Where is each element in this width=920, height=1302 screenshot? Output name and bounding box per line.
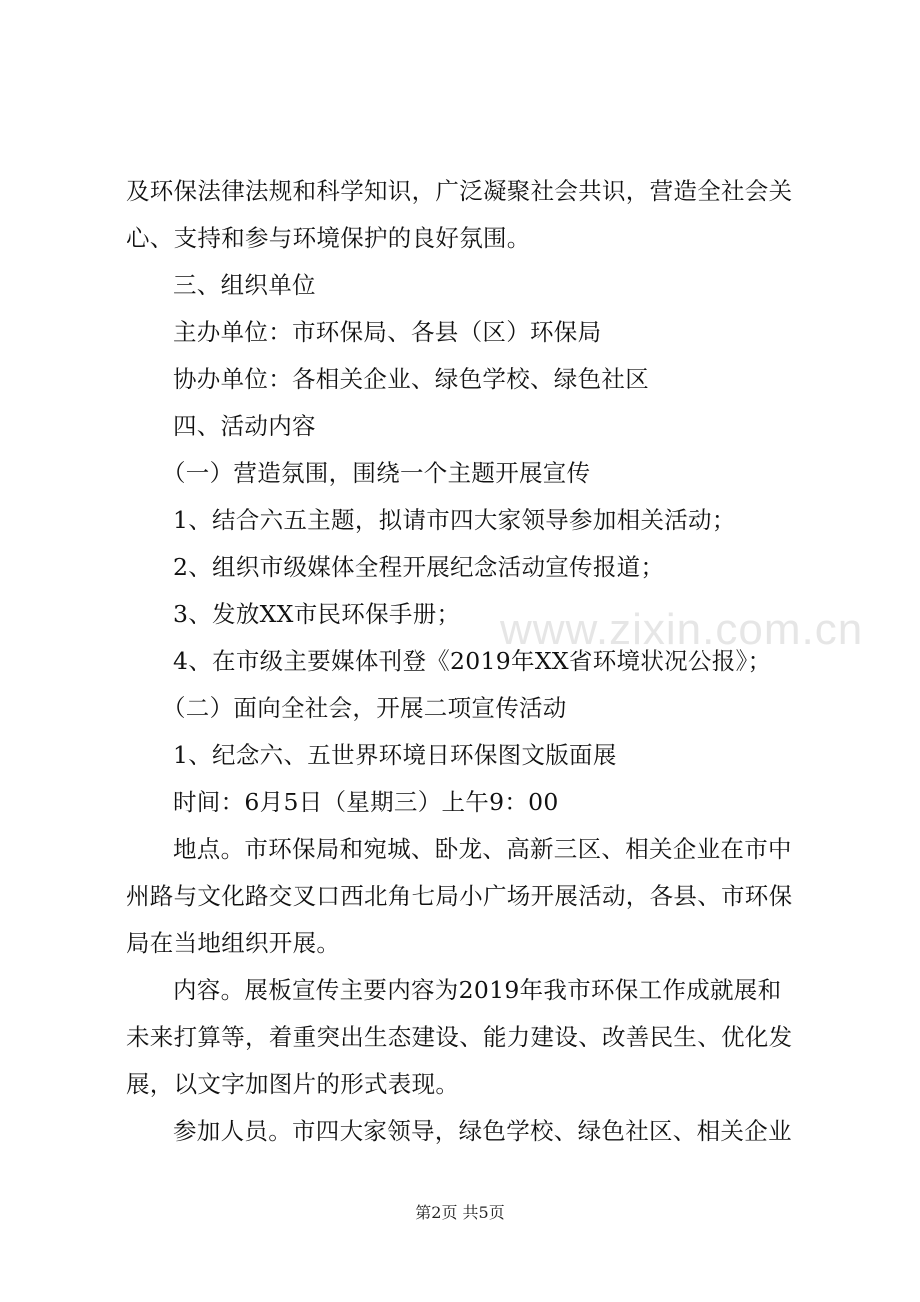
body-line: 州路与文化路交叉口西北角七局小广场开展活动，各县、市环保: [126, 882, 793, 910]
body-line: 心、支持和参与环境保护的良好氛围。: [126, 224, 531, 252]
page-footer: 第2页 共5页: [415, 1203, 505, 1222]
body-line: 时间：6月5日（星期三）上午9：00: [173, 788, 559, 816]
document-body: [126, 168, 812, 1155]
subsection-heading: （二）面向全社会，开展二项宣传活动: [162, 694, 567, 722]
watermark: www.zixin.com.cn: [500, 605, 864, 654]
list-item: 1、纪念六、五世界环境日环保图文版面展: [173, 741, 617, 769]
section-heading: 四、活动内容: [173, 412, 316, 440]
body-line: 内容。展板宣传主要内容为2019年我市环保工作成就展和: [173, 976, 782, 1004]
body-line: 局在当地组织开展。: [126, 929, 341, 957]
body-line: 地点。市环保局和宛城、卧龙、高新三区、相关企业在市中: [173, 835, 792, 863]
body-line: 展，以文字加图片的形式表现。: [126, 1070, 460, 1098]
list-item: 2、组织市级媒体全程开展纪念活动宣传报道；: [173, 553, 665, 581]
body-line: 未来打算等，着重突出生态建设、能力建设、改善民生、优化发: [126, 1023, 793, 1051]
list-item: 1、结合六五主题，拟请市四大家领导参加相关活动；: [173, 506, 736, 534]
body-line: 协办单位：各相关企业、绿色学校、绿色社区: [173, 365, 649, 393]
list-item: 3、发放XX市民环保手册；: [173, 600, 461, 628]
body-line: 主办单位：市环保局、各县（区）环保局: [173, 318, 602, 346]
section-heading: 三、组织单位: [173, 271, 316, 299]
subsection-heading: （一）营造氛围，围绕一个主题开展宣传: [162, 459, 591, 487]
body-line: 及环保法律法规和科学知识，广泛凝聚社会共识，营造全社会关: [126, 177, 793, 205]
list-item: 4、在市级主要媒体刊登《2019年XX省环境状况公报》；: [173, 647, 772, 675]
body-line: 参加人员。市四大家领导，绿色学校、绿色社区、相关企业: [173, 1117, 792, 1145]
